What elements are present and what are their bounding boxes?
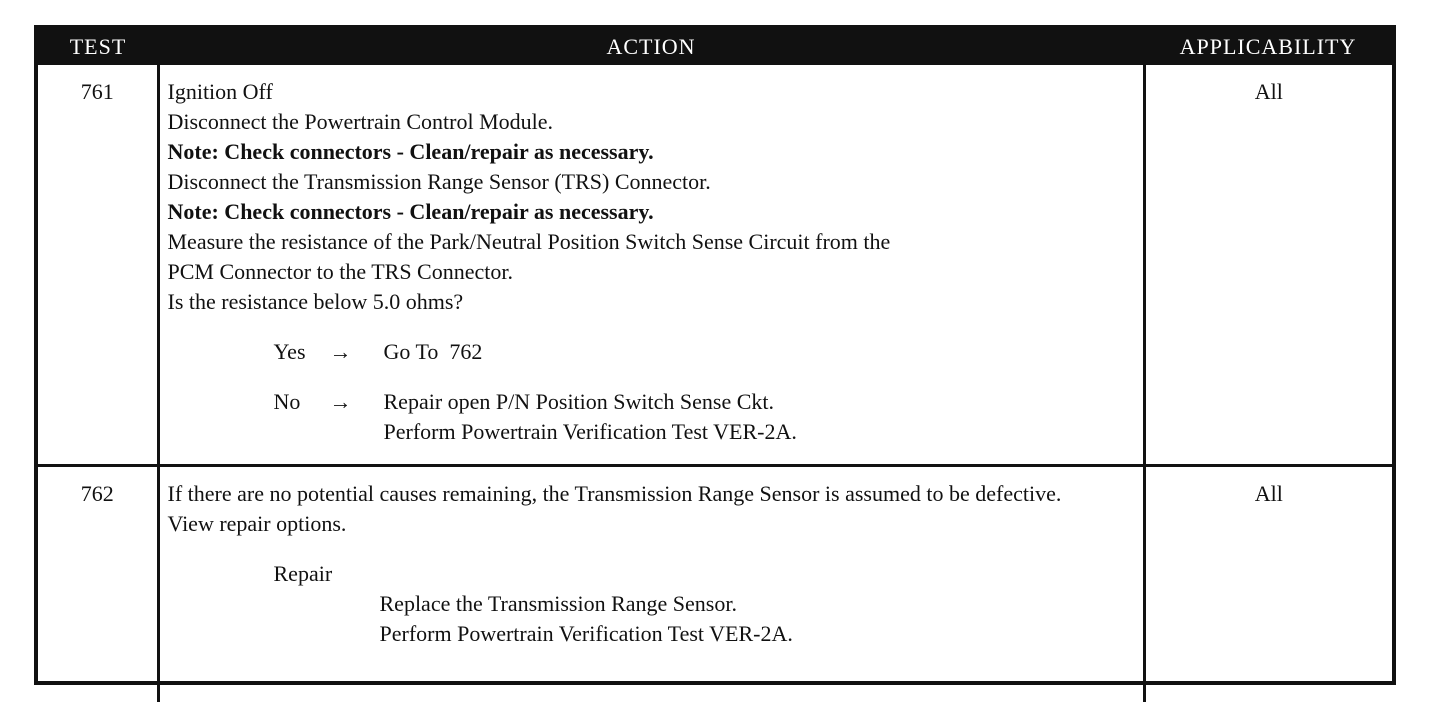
action-line: PCM Connector to the TRS Connector. — [167, 259, 513, 284]
repair-step: Perform Powertrain Verification Test VER-2A. — [379, 621, 793, 646]
repair-label: Repair — [273, 561, 333, 586]
branch-yes — [274, 337, 1137, 367]
diagnostic-test-table — [34, 25, 1396, 685]
test-number: 761 — [38, 65, 158, 466]
table-row — [38, 466, 1392, 703]
arrow-right-icon: → — [329, 339, 352, 364]
test-number: 762 — [38, 466, 158, 703]
repair-options — [168, 559, 1137, 649]
branch-no — [274, 387, 1137, 447]
header-applicability: APPLICABILITY — [1144, 29, 1392, 65]
action-line: View repair options. — [167, 511, 347, 536]
branch-destination — [384, 337, 483, 367]
destination-line: Perform Powertrain Verification Test VER-2A. — [383, 419, 797, 444]
header-test: TEST — [38, 29, 158, 65]
action-line: Disconnect the Powertrain Control Module. — [167, 109, 554, 134]
applicability-value: All — [1144, 466, 1392, 703]
destination-line: Repair open P/N Position Switch Sense Ckt. — [383, 389, 774, 414]
applicability-value: All — [1144, 65, 1392, 466]
table-row — [38, 65, 1392, 466]
table-header-row — [38, 29, 1392, 65]
test-table — [38, 29, 1392, 702]
goto-link: Go To 762 — [383, 339, 483, 364]
action-line: Ignition Off — [167, 79, 273, 104]
action-paragraph: If there are no potential causes remaining, the Transmission Range Sensor is assumed to be defective. — [167, 481, 1062, 506]
repair-step: Replace the Transmission Range Sensor. — [379, 591, 737, 616]
action-cell — [158, 466, 1144, 703]
action-line: Measure the resistance of the Park/Neutral Position Switch Sense Circuit from the — [167, 229, 891, 254]
header-action: ACTION — [158, 29, 1144, 65]
branch-option: No — [273, 389, 301, 414]
action-note: Note: Check connectors - Clean/repair as necessary. — [167, 139, 654, 164]
action-cell — [158, 65, 1144, 466]
branch-option: Yes — [273, 339, 306, 364]
action-line: Disconnect the Transmission Range Sensor (TRS) Connector. — [167, 169, 711, 194]
arrow-right-icon: → — [329, 389, 352, 414]
action-question: Is the resistance below 5.0 ohms? — [167, 289, 464, 314]
action-note: Note: Check connectors - Clean/repair as necessary. — [167, 199, 654, 224]
branch-destination — [384, 387, 797, 447]
